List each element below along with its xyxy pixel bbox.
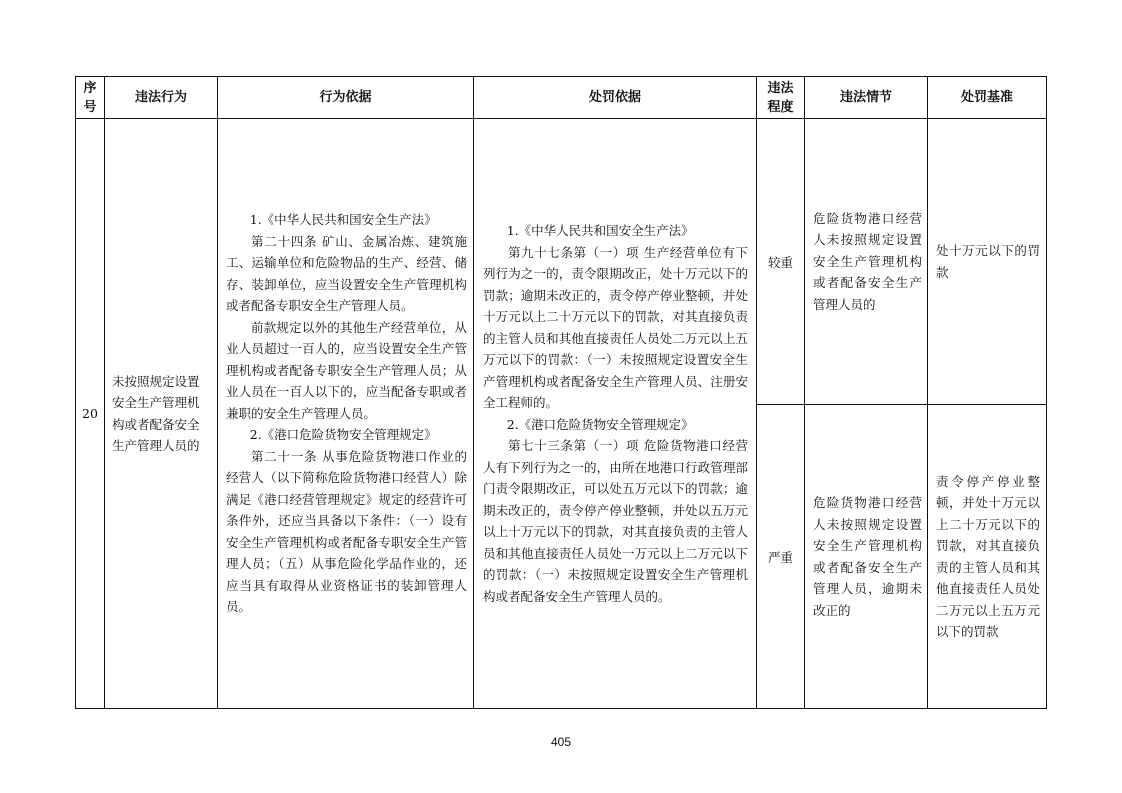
header-degree: 违法 程度	[757, 77, 805, 119]
behavior-basis-clause-1: 第二十四条 矿山、金属冶炼、建筑施工、运输单位和危险物品的生产、经营、储存、装卸单位，应当设置安全生产管理机构或者配备专职安全生产管理人员。	[226, 233, 467, 314]
penalty-basis-clause-1: 第九十七条第（一）项 生产经营单位有下列行为之一的，责令限期改正，处十万元以下的罚款；逾期未改正的，责令停产停业整顿，并处十万元以上二十万元以下的罚款，对其直接负责的主管人员和其他直接责任人员处二万元以上五万元以下的罚款：（一）未按照规定设置安全生产管理机构或者配备安全生产管理人员、注册安全工程师的。	[483, 244, 748, 410]
behavior-basis-clause-3: 第二十一条 从事危险货物港口作业的经营人（以下简称危险货物港口经营人）除满足《港口经营管理规定》规定的经营许可条件外，还应当具备以下条件：（一）设有安全生产管理机构或者配备专职安全生产管理人员；（五）从事危险化学品作业的，还应当具有取得从业资格证书的装卸管理人员。	[226, 448, 467, 615]
circumstance-severe: 危险货物港口经营人未按照规定设置安全生产管理机构或者配备安全生产管理人员，逾期未改正的	[805, 405, 928, 709]
circumstance-serious: 危险货物港口经营人未按照规定设置安全生产管理机构或者配备安全生产管理人员的	[805, 119, 928, 405]
penalty-basis-law-2: 2.《港口危险货物安全管理规定》	[506, 416, 694, 432]
standard-serious: 处十万元以下的罚款	[928, 119, 1047, 405]
header-behavior: 违法行为	[105, 77, 218, 119]
header-row	[76, 77, 1047, 119]
standard-severe: 责令停产停业整顿，并处十万元以上二十万元以下的罚款，对其直接负责的主管人员和其他直接责任人员处二万元以上五万元以下的罚款	[928, 405, 1047, 709]
page-number: 405	[550, 735, 572, 749]
behavior-basis-law-1: 1.《中华人民共和国安全生产法》	[249, 212, 437, 228]
penalty-table	[75, 76, 1047, 709]
row-number: 20	[76, 119, 105, 709]
penalty-basis-clause-2: 第七十三条第（一）项 危险货物港口经营人有下列行为之一的，由所在地港口行政管理部门责令限期改正，可以处五万元以下的罚款；逾期未改正的，责令停产停业整顿，并处以五万元以上十万元以下的罚款，对其直接负责的主管人员和其他直接责任人员处一万元以上二万元以下的罚款：（一）未按照规定设置安全生产管理机构或者配备安全生产管理人员的。	[483, 438, 748, 604]
table-row	[76, 119, 1047, 405]
header-circumstance: 违法情节	[805, 77, 928, 119]
header-behavior-basis: 行为依据	[218, 77, 474, 119]
behavior-basis-clause-2: 前款规定以外的其他生产经营单位，从业人员超过一百人的，应当设置安全生产管理机构或者配备专职安全生产管理人员；从业人员在一百人以下的，应当配备专职或者兼职的安全生产管理人员。	[226, 319, 467, 421]
behavior-basis-law-2: 2.《港口危险货物安全管理规定》	[249, 427, 437, 443]
degree-serious: 较重	[757, 119, 805, 405]
header-penalty-basis: 处罚依据	[474, 77, 757, 119]
degree-severe: 严重	[757, 405, 805, 709]
violation-behavior: 未按照规定设置安全生产管理机构或者配备安全生产管理人员的	[105, 119, 218, 709]
header-number: 序 号	[76, 77, 105, 119]
penalty-basis-law-1: 1.《中华人民共和国安全生产法》	[506, 223, 694, 238]
penalty-basis	[474, 119, 757, 709]
header-penalty-standard: 处罚基准	[928, 77, 1047, 119]
behavior-basis	[218, 119, 474, 709]
